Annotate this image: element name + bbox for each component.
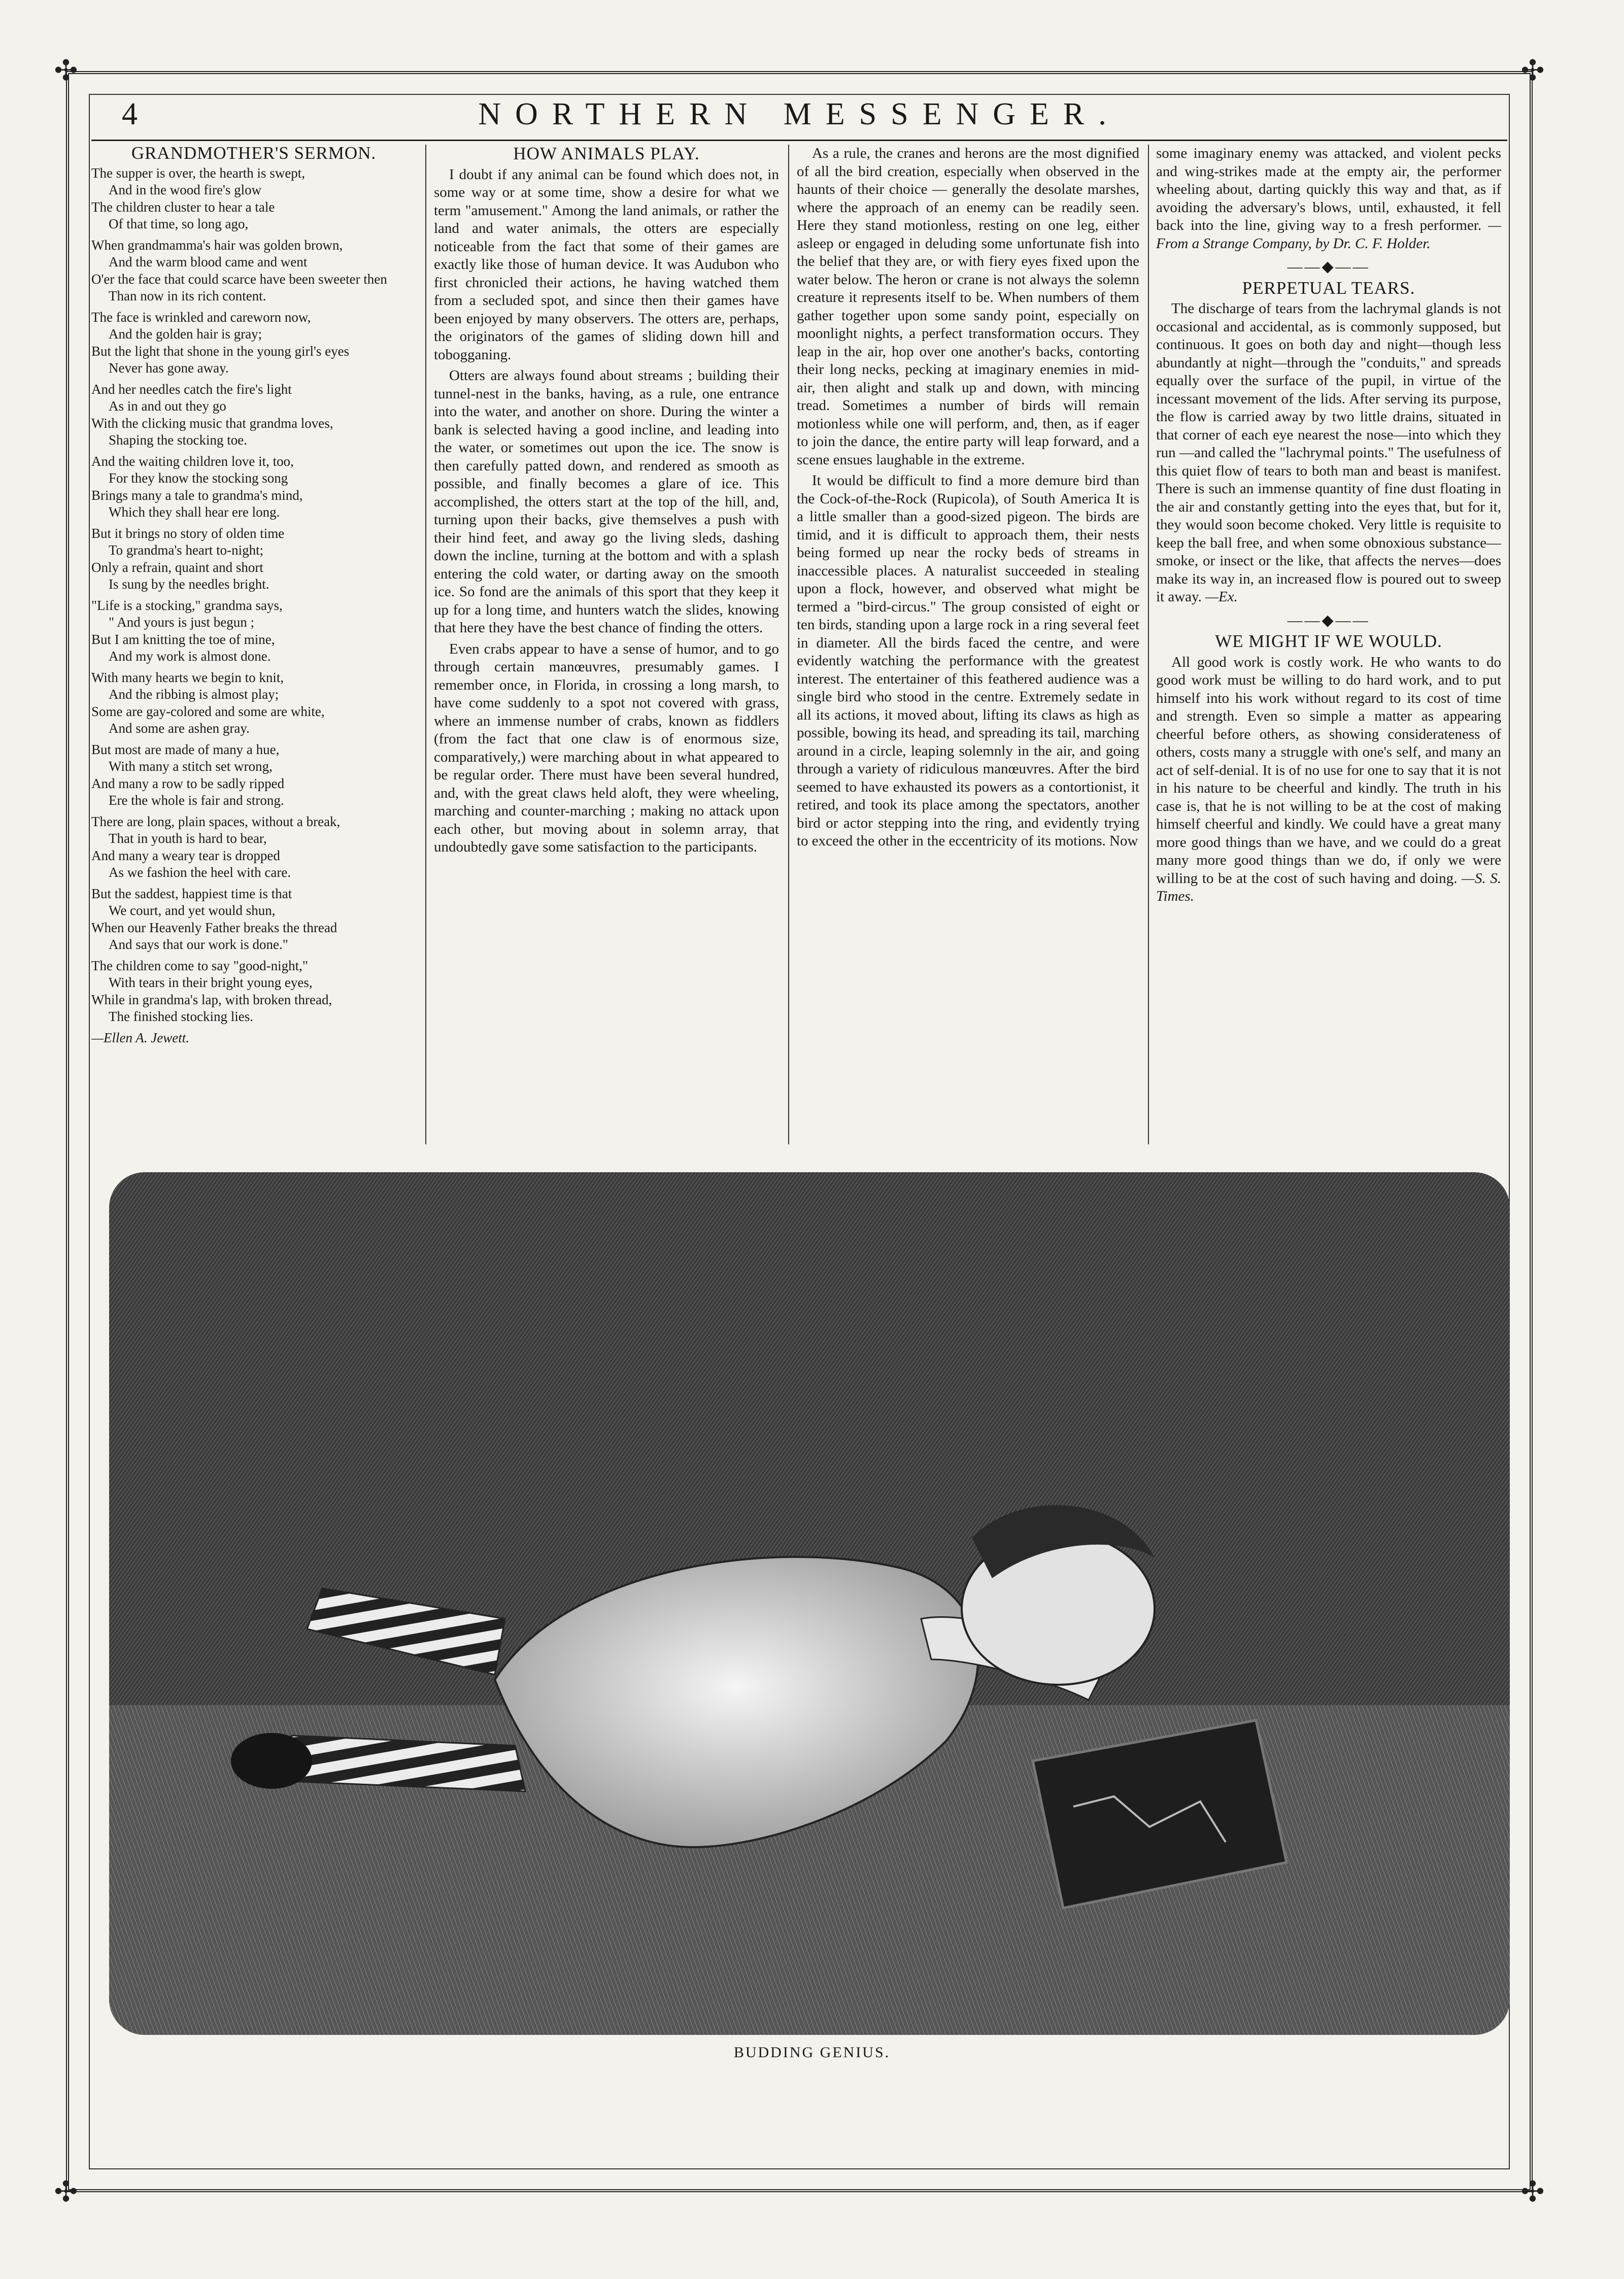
column-divider <box>425 145 426 1144</box>
corner-ornament-icon: ✣ <box>1520 54 1545 87</box>
poem-line: And many a row to be sadly ripped <box>91 775 285 791</box>
poem-line: Some are gay-colored and some are white, <box>91 703 325 719</box>
poem-line: While in grandma's lap, with broken thread, <box>91 992 332 1007</box>
poem-line: O'er the face that could scarce have been sweeter then <box>91 271 387 287</box>
poem-line: And many a weary tear is dropped <box>91 847 280 863</box>
poem-line: But it brings no story of olden time <box>91 525 285 541</box>
corner-ornament-icon: ✣ <box>54 54 78 87</box>
poem-line: "Life is a stocking," grandma says, <box>91 597 283 613</box>
poem-line: Ere the whole is fair and strong. <box>109 793 284 808</box>
poem-line: For they know the stocking song <box>109 470 288 486</box>
poem-line: And the ribbing is almost play; <box>109 687 279 702</box>
poem-stanza <box>91 237 416 305</box>
poem-line: Is sung by the needles bright. <box>109 576 269 592</box>
poem-stanza <box>91 813 416 881</box>
poem-line: Never has gone away. <box>109 360 229 376</box>
leg-lower <box>287 1736 525 1791</box>
poem-line: But the saddest, happiest time is that <box>91 886 292 901</box>
poem-line: The supper is over, the hearth is swept, <box>91 165 306 181</box>
corner-ornament-icon: ✣ <box>54 2175 78 2208</box>
poem-line: And the waiting children love it, too, <box>91 453 294 469</box>
article-paragraph: All good work is costly work. He who wants to do good work must be willing to do hard work, and to put himself into his work without regard to its cost of time and strength. Even so simple a matter as appearing cheerful before others, as showing considerateness of others, costs many a struggle with one's self, and many an act of self-denial. It is of no use for one to say that it is not in his nature to be cheerful and kindly. The truth in his case is, that he is not willing to be at the cost of making himself cheerful and kindly. We could have a great many more good things than we have, and we could do a great many more good things than we do, if only we were willing to be at the cost of such having and doing. <box>1156 654 1501 887</box>
poem-line: Than now in its rich content. <box>109 288 266 303</box>
poem-line: As we fashion the heel with care. <box>109 865 291 880</box>
article-paragraph: some imaginary enemy was attacked, and violent pecks and wing-strikes made at the empty air, the performer wheeling about, darting quickly this way and that, as if avoiding the adversary's blows, until, exhausted, it fell back into the line, giving way to a fresh performer. <box>1156 145 1501 233</box>
poem-line: As in and out they go <box>109 398 226 414</box>
article-source: —S. S. Times. <box>1156 870 1501 904</box>
poem-line: But I am knitting the toe of mine, <box>91 631 275 647</box>
article-paragraph: It would be difficult to find a more demure bird than the Cock-of-the-Rock (Rupicola), of South America It is a little smaller than a good-sized pigeon. The birds are timid, and it is difficult to approach them, their nests being formed up near the rocky beds of streams in inaccessible places. A naturalist succeeded in stealing upon a flock, however, and observed what might be termed a "bird-circus." The group consisted of eight or ten birds, standing upon a large rock in a ring several feet in diameter. All the birds faced the centre, and were evidently watching the performance with the greatest interest. The entertainer of this feathered audience was a single bird who stood in the centre. Extremely sedate in all its actions, it moved about, lifting its claws as high as possible, bowing its head, and spreading its tail, marching around in a circle, leaping solemnly in the air, and going through a variety of ridiculous manœuvres. After the bird seemed to have exhausted its powers as a contortionist, it retired, and took its place among the spectators, another bird or actor stepping into the ring, and evidently trying to exceed the other in the eccentricity of its motions. Now <box>797 472 1139 849</box>
poem-grandmothers-sermon <box>91 145 416 1046</box>
boot-shape <box>231 1733 312 1789</box>
article-title-perpetual-tears: PERPETUAL TEARS. <box>1242 278 1415 298</box>
poem-line: The finished stocking lies. <box>109 1009 253 1024</box>
poem-line: Brings many a tale to grandma's mind, <box>91 487 303 503</box>
page-number: 4 <box>122 97 138 131</box>
masthead: NORTHERN MESSENGER. <box>478 97 1121 131</box>
poem-line: Of that time, so long ago, <box>109 216 249 231</box>
poem-line: Only a refrain, quaint and short <box>91 559 263 575</box>
poem-line: There are long, plain spaces, without a break, <box>91 813 341 829</box>
poem-stanza <box>91 886 416 954</box>
engraving-image <box>109 1172 1510 2035</box>
poem-line: Which they shall hear ere long. <box>109 504 280 520</box>
poem-author: —Ellen A. Jewett. <box>91 1030 189 1045</box>
poem-line: " And yours is just begun ; <box>109 615 255 630</box>
poem-line: The face is wrinkled and careworn now, <box>91 309 311 325</box>
poem-stanza <box>91 453 416 521</box>
article-how-animals-play <box>434 145 779 1144</box>
illustration-caption: BUDDING GENIUS. <box>733 2044 891 2061</box>
poem-line: To grandma's heart to-night; <box>109 542 264 558</box>
poem-stanza <box>91 381 416 449</box>
section-separator: ——◆—— <box>1287 258 1370 275</box>
poem-body <box>91 165 416 1026</box>
poem-stanza <box>91 165 416 233</box>
article-paragraph: As a rule, the cranes and herons are the most dignified of all the bird creation, especially when observed in the haunts of their choice — generally the desolate marshes, where the approach of an enemy can be readily seen. Here they stand motionless, resting on one leg, either asleep or engaged in deluding some unfortunate fish into the belief that they are, or with fiery eyes fixed upon the water below. The heron or crane is not always the solemn creature it represents itself to be. When numbers of them gather together upon some sandy point, especially on moonlight nights, a perfect transformation occurs. They leap in the air, hop over one another's backs, contorting their long necks, pecking at imaginary enemies in mid-air, then alight and stalk up and down, with mincing tread. Sometimes a number of birds will remain motionless while one will perform, and, then, as if eager to join the dance, the entire party will leap forward, and a scene ensues laughable in the extreme. <box>797 145 1139 468</box>
poem-line: And her needles catch the fire's light <box>91 381 292 397</box>
poem-line: And the warm blood came and went <box>109 254 308 269</box>
poem-line: We court, and yet would shun, <box>109 903 276 918</box>
article-source: —From a Strange Company, by Dr. C. F. Holder. <box>1156 217 1501 252</box>
column-divider <box>788 145 789 1144</box>
poem-stanza <box>91 309 416 377</box>
poem-line: When our Heavenly Father breaks the thread <box>91 920 337 935</box>
poem-line: When grandmamma's hair was golden brown, <box>91 237 343 253</box>
poem-line: That in youth is hard to bear, <box>109 831 267 846</box>
poem-line: And in the wood fire's glow <box>109 182 262 197</box>
article-paragraph: Otters are always found about streams ; building their tunnel-nest in the banks, having, as a rule, one entrance into the water, and another on shore. During the winter a bank is selected having a good incline, and leading into the water, or sometimes out upon the ice. The snow is then carefully patted down, and rendered as smooth as possible, and finally becomes a glare of ice. This accomplished, the otters start at the top of the hill, and, turning upon their backs, give themselves a push with their hind feet, and away go the living sleds, dashing down the incline, turning at the bottom and with a splash entering the cold water, or darting away on the smooth ice. So fond are the animals of this sport that they keep it up for a long time, and hunters watch the slides, knowing that here they have the best chance of finding the otters. <box>434 367 779 636</box>
header-rule <box>91 140 1507 141</box>
poem-stanza <box>91 669 416 737</box>
poem-stanza <box>91 741 416 809</box>
poem-line: With many hearts we begin to knit, <box>91 669 284 685</box>
article-how-animals-play-continued <box>797 145 1139 1144</box>
poem-line: But most are made of many a hue, <box>91 741 280 757</box>
poem-line: But the light that shone in the young girl's eyes <box>91 343 350 359</box>
poem-line: Shaping the stocking toe. <box>109 432 247 448</box>
page-header <box>91 96 1507 137</box>
column-four <box>1156 145 1501 1144</box>
article-paragraph: Even crabs appear to have a sense of humor, and to go through certain manœuvres, presumably games. I remember once, in Florida, in crossing a long marsh, to have come suddenly to a spot not covered with grass, where an immense number of crabs, known as fiddlers (from the fact that one claw is of enormous size, comparatively,) were marching about in what appeared to be regular order. There must have been several hundred, and, with the great claws held aloft, they were wheeling, marching and counter-marching ; making no attack upon each other, but moving about in solemn array, that undoubtedly gave some satisfaction to the participants. <box>434 640 779 855</box>
poem-line: The children come to say "good-night," <box>91 958 308 973</box>
poem-line: And my work is almost done. <box>109 649 271 664</box>
poem-line: And the golden hair is gray; <box>109 326 262 342</box>
poem-line: With the clicking music that grandma loves, <box>91 415 333 431</box>
article-paragraph: I doubt if any animal can be found which does not, in some way or at some time, show a desire for what we term "amusement." Among the land animals, or rather the land and water animals, the otters are especially noticeable from the fact that some of their games are exactly like those of human device. It was Audubon who first chronicled their actions, he having watched them from a secluded spot, and since then their games have been enjoyed by many observers. The otters are, perhaps, the originators of the games of sliding down hill and tobogganing. <box>434 166 779 363</box>
poem-stanza <box>91 597 416 665</box>
poem-line: With tears in their bright young eyes, <box>109 975 313 990</box>
poem-line: The children cluster to hear a tale <box>91 199 275 215</box>
article-source: —Ex. <box>1205 589 1238 605</box>
illustration-budding-genius <box>109 1172 1510 2035</box>
column-divider <box>1148 145 1149 1144</box>
poem-title: GRANDMOTHER'S SERMON. <box>131 145 377 163</box>
article-title-we-might-if-we-would: WE MIGHT IF WE WOULD. <box>1215 631 1442 651</box>
poem-stanza <box>91 525 416 593</box>
poem-line: And says that our work is done." <box>109 937 288 952</box>
corner-ornament-icon: ✣ <box>1520 2175 1545 2208</box>
article-paragraph: The discharge of tears from the lachrymal glands is not occasional and accidental, as is commonly supposed, but continuous. It goes on both day and night—though less abundantly at night—through the "conduits," and spreads equally over the surface of the pupil, in virtue of the incessant movement of the lids. After serving its purpose, the flow is carried away by two little drains, situated in that corner of each eye nearest the nose—into which they run —and called the "lachrymal points." The usefulness of this quiet flow of tears to both man and beast is manifest. There is such an immense quantity of fine dust floating in the air and constantly getting into the eyes that, but for it, they would soon become choked. Very little is requisite to keep the ball free, and when some obnoxious substance—smoke, or insect or the like, that affects the nerves—does make its way in, an increased flow is poured out to sweep it away. <box>1156 300 1501 605</box>
poem-line: And some are ashen gray. <box>109 721 250 736</box>
section-separator: ——◆—— <box>1287 611 1370 629</box>
poem-line: With many a stitch set wrong, <box>109 759 273 774</box>
poem-stanza <box>91 958 416 1026</box>
article-title: HOW ANIMALS PLAY. <box>513 145 700 163</box>
